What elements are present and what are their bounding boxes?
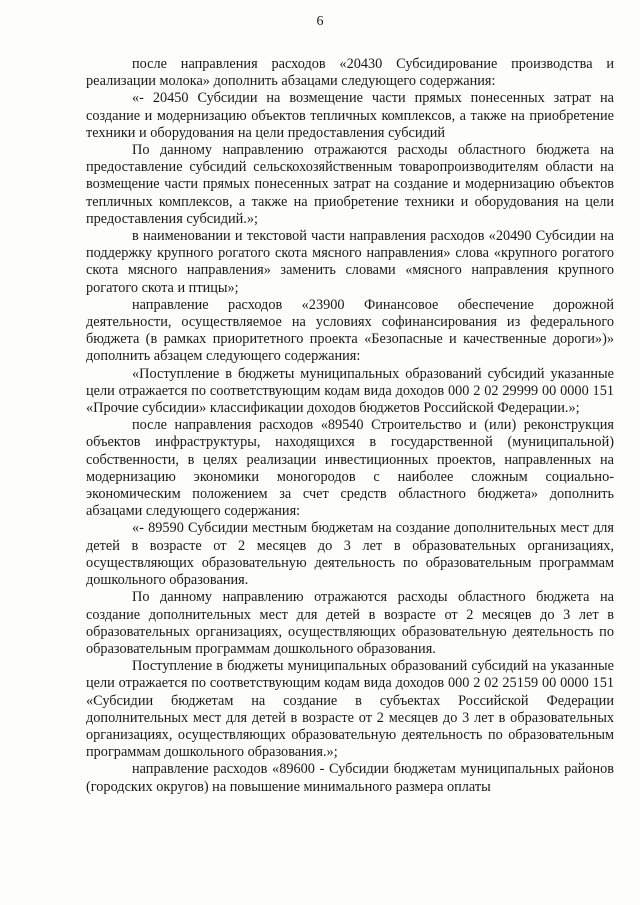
paragraph: в наименовании и текстовой части направления расходов «20490 Субсидии на поддержку крупного рогатого скота мясного направления» слова «крупного рогатого скота мясного направления» заменить словами «мясного направления крупного рогатого скота и птицы»; bbox=[86, 228, 614, 296]
paragraph: «- 89590 Субсидии местным бюджетам на создание дополнительных мест для детей в возрасте от 2 месяцев до 3 лет в образовательных организациях, осуществляющих образовательную деятельность по образовательным программам дошкольного образования. bbox=[86, 520, 614, 589]
paragraph: после направления расходов «89540 Строительство и (или) реконструкция объектов инфраструктуры, находящихся в государственной (муниципальной) собственности, в целях реализации инвестиционных проектов, направленных на модернизацию экономики моногородов с наиболее сложным социально-экономическим положением за счет средств областного бюджета» дополнить абзацами следующего содержания: bbox=[86, 417, 614, 520]
paragraph: после направления расходов «20430 Субсидирование производства и реализации молока» дополнить абзацами следующего содержания: bbox=[86, 56, 614, 90]
paragraph: По данному направлению отражаются расходы областного бюджета на предоставление субсидий сельскохозяйственным товаропроизводителям области на возмещение части прямых понесенных затрат на создание и модернизацию объектов тепличных комплексов, а также на приобретение техники и оборудования на цели предоставления субсидий.»; bbox=[86, 142, 614, 227]
paragraph: направление расходов «23900 Финансовое обеспечение дорожной деятельности, осуществляемое на условиях софинансирования из федерального бюджета (в рамках приоритетного проекта «Безопасные и качественные дороги»)» дополнить абзацем следующего содержания: bbox=[86, 296, 614, 365]
paragraph: направление расходов «89600 - Субсидии бюджетам муниципальных районов (городских округов) на повышение минимального размера оплаты bbox=[86, 761, 614, 795]
page-number: 6 bbox=[316, 14, 324, 29]
paragraph: «- 20450 Субсидии на возмещение части прямых понесенных затрат на создание и модернизацию объектов тепличных комплексов, а также на приобретение техники и оборудования на цели предоставления субсидий bbox=[86, 90, 614, 141]
paragraph: «Поступление в бюджеты муниципальных образований субсидий указанные цели отражается по соответствующим кодам вида доходов 000 2 02 29999 00 0000 151 «Прочие субсидии» классификации доходов бюджетов Российской Федерации.»; bbox=[86, 365, 614, 417]
document-body bbox=[86, 56, 614, 796]
paragraph: Поступление в бюджеты муниципальных образований субсидий на указанные цели отражается по соответствующим кодам вида доходов 000 2 02 25159 00 0000 151 «Субсидии бюджетам на создание в субъектах Российской Федерации дополнительных мест для детей в возрасте от 2 месяцев до 3 лет в образовательных организациях, осуществляющих образовательную деятельность по образовательным программам дошкольного образования.»; bbox=[86, 658, 614, 761]
paragraph: По данному направлению отражаются расходы областного бюджета на создание дополнительных мест для детей в возрасте от 2 месяцев до 3 лет в образовательных организациях, осуществляющих образовательную деятельность по образовательным программам дошкольного образования. bbox=[86, 589, 614, 657]
